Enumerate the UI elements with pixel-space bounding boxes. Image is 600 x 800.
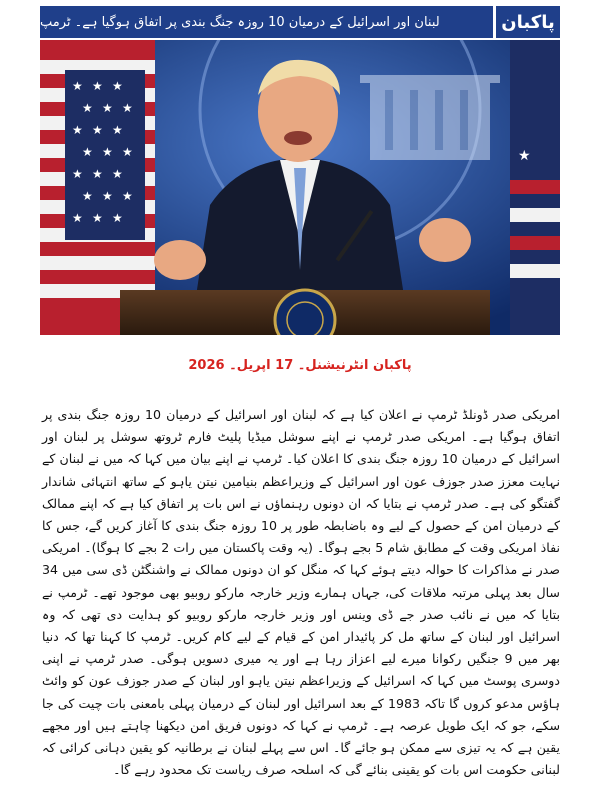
svg-text:★: ★ (102, 145, 113, 159)
presidential-seal-icon (275, 290, 335, 335)
svg-text:★: ★ (102, 101, 113, 115)
svg-text:★: ★ (92, 211, 103, 225)
svg-text:★: ★ (112, 123, 123, 137)
svg-text:★: ★ (518, 148, 531, 164)
svg-text:★: ★ (92, 79, 103, 93)
svg-text:★: ★ (102, 189, 113, 203)
svg-text:★: ★ (112, 79, 123, 93)
svg-text:★: ★ (112, 211, 123, 225)
svg-text:★: ★ (72, 123, 83, 137)
headline: لبنان اور اسرائیل کے درمیان 10 روزہ جنگ بندی پر اتفاق ہوگیا ہے۔ ٹرمپ (40, 6, 496, 38)
header-bar (40, 6, 560, 38)
svg-text:★: ★ (82, 189, 93, 203)
article-body (42, 404, 560, 781)
svg-text:★: ★ (82, 101, 93, 115)
svg-text:★: ★ (72, 79, 83, 93)
flag-right (510, 40, 560, 335)
svg-text:★: ★ (122, 145, 133, 159)
news-photo (40, 40, 560, 335)
photo-illustration (40, 40, 560, 335)
brand-logo: پاکبان (496, 6, 560, 38)
byline: پاکبان انٹرنیشنل۔ 17 اپریل۔ 2026 (188, 358, 412, 373)
svg-text:★: ★ (92, 123, 103, 137)
svg-text:★: ★ (82, 145, 93, 159)
svg-text:★: ★ (72, 167, 83, 181)
svg-text:★: ★ (112, 167, 123, 181)
svg-text:★: ★ (92, 167, 103, 181)
article-paragraph: امریکی صدر ڈونلڈ ٹرمپ نے اعلان کیا ہے کہ لبنان اور اسرائیل کے درمیان 10 روزہ جنگ بندی پر اتفاق ہوگیا ہے۔ امریکی صدر ٹرمپ نے اپنے سوشل میڈیا پلیٹ فارم ٹروتھ سوشل پر لبنان اور اسرائیل کے درمیان 10 روزہ جنگ بندی کا اعلان کیا۔ ٹرمپ نے اپنے بیان میں کہا کہ میں نے لبنان کے نہایت معزز صدر جوزف عون اور اسرائیل کے وزیراعظم بنیامین نیتن یاہو کے ساتھ انتہائی شاندار گفتگو کی ہے۔ صدر ٹرمپ نے بتایا کہ ان دونوں رہنماؤں نے اس بات پر اتفاق کیا ہے کہ اپنے ممالک کے درمیان امن کے حصول کے لیے وہ باضابطہ طور پر 10 روزہ جنگ بندی کا آغاز کریں گے، جس کا نفاذ امریکی وقت کے مطابق شام 5 بجے ہوگا۔ (یہ وقت پاکستان میں رات 2 بجے کا ہوگا)۔ امریکی صدر نے مذاکرات کا حوالہ دیتے ہوئے کہا کہ منگل کو ان دونوں ممالک نے واشنگٹن ڈی سی میں 34 سال بعد پہلی مرتبہ ملاقات کی، جہاں ہمارے وزیر خارجہ مارکو روبیو بھی موجود تھے۔ ٹرمپ نے بتایا کہ میں نے نائب صدر جے ڈی وینس اور وزیر خارجہ مارکو روبیو کو ہدایت دی تھی کہ وہ اسرائیل اور لبنان کے ساتھ مل کر پائیدار امن کے قیام کے لیے کام کریں۔ ٹرمپ کا کہنا تھا کہ دنیا بھر میں 9 جنگیں رکوانا میرے لیے اعزاز رہا ہے اور یہ میری دسویں ہوگی۔ صدر ٹرمپ نے اپنی دوسری پوسٹ میں کہا کہ اسرائیل کے وزیراعظم نیتن یاہو اور لبنان کے صدر جوزف عون کو وائٹ ہاؤس مدعو کروں گا تاکہ 1983 کے بعد اسرائیل اور لبنان کے درمیان پہلی بامعنی بات چیت کی جا سکے، جو کہ ایک طویل عرصہ ہے۔ ٹرمپ نے کہا کہ دونوں فریق امن دیکھنا چاہتے ہیں اور مجھے یقین ہے کہ یہ تیزی سے ممکن ہو جائے گا۔ اس سے پہلے لبنان نے برطانیہ کو یقین دہانی کرائی کہ لبنانی حکومت اس بات کو یقینی بنائے گی کہ اسلحہ صرف ریاست تک محدود رہے گا۔ (42, 407, 560, 778)
svg-text:★: ★ (72, 211, 83, 225)
podium (120, 290, 490, 335)
svg-text:★: ★ (122, 101, 133, 115)
svg-text:★: ★ (122, 189, 133, 203)
